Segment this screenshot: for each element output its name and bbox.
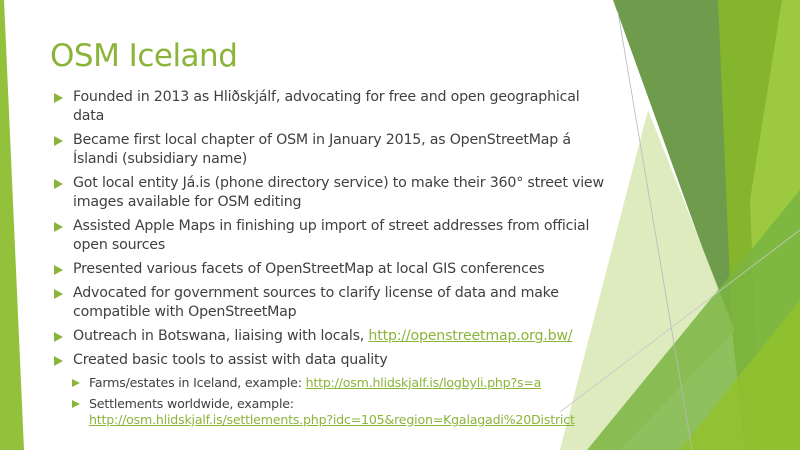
farms-link[interactable]: http://osm.hlidskjalf.is/logbyli.php?s=a [305,375,542,390]
bullet-arrow-icon [54,93,63,103]
bullet-arrow-icon [54,356,63,366]
bullet-arrow-icon [72,400,80,408]
bullet-arrow-icon [72,379,80,387]
bullet-arrow-icon [54,332,63,342]
list-item: Assisted Apple Maps in finishing up import of street addresses from official open sources [54,217,614,255]
list-item: Got local entity Já.is (phone directory service) to make their 360° street view images available for OSM editing [54,174,614,212]
list-item: Advocated for government sources to clarify license of data and make compatible with OpenStreetMap [54,284,614,322]
list-item: Outreach in Botswana, liaising with locals, http://openstreetmap.org.bw/ [54,327,614,346]
list-item: Founded in 2013 as Hliðskjálf, advocating for free and open geographical data [54,88,614,126]
bullet-arrow-icon [54,136,63,146]
list-item: Presented various facets of OpenStreetMap at local GIS conferences [54,260,614,279]
bullet-arrow-icon [54,265,63,275]
bullet-arrow-icon [54,222,63,232]
bullet-arrow-icon [54,179,63,189]
list-item: Created basic tools to assist with data quality [54,351,614,370]
botswana-link[interactable]: http://openstreetmap.org.bw/ [368,328,573,344]
list-item: Became first local chapter of OSM in January 2015, as OpenStreetMap á Íslandi (subsidiary name) [54,131,614,169]
slide-title: OSM Iceland [50,38,238,74]
sub-list-item: Farms/estates in Iceland, example: http://osm.hlidskjalf.is/logbyli.php?s=a [72,375,614,391]
left-accent-bar [0,0,24,450]
bullet-list [54,88,614,433]
sub-list-item: Settlements worldwide, example: http://osm.hlidskjalf.is/settlements.php?idc=105&region=Kgalagadi%20District [72,396,614,428]
settlements-link[interactable]: http://osm.hlidskjalf.is/settlements.php?idc=105&region=Kgalagadi%20District [89,412,575,427]
bullet-arrow-icon [54,289,63,299]
